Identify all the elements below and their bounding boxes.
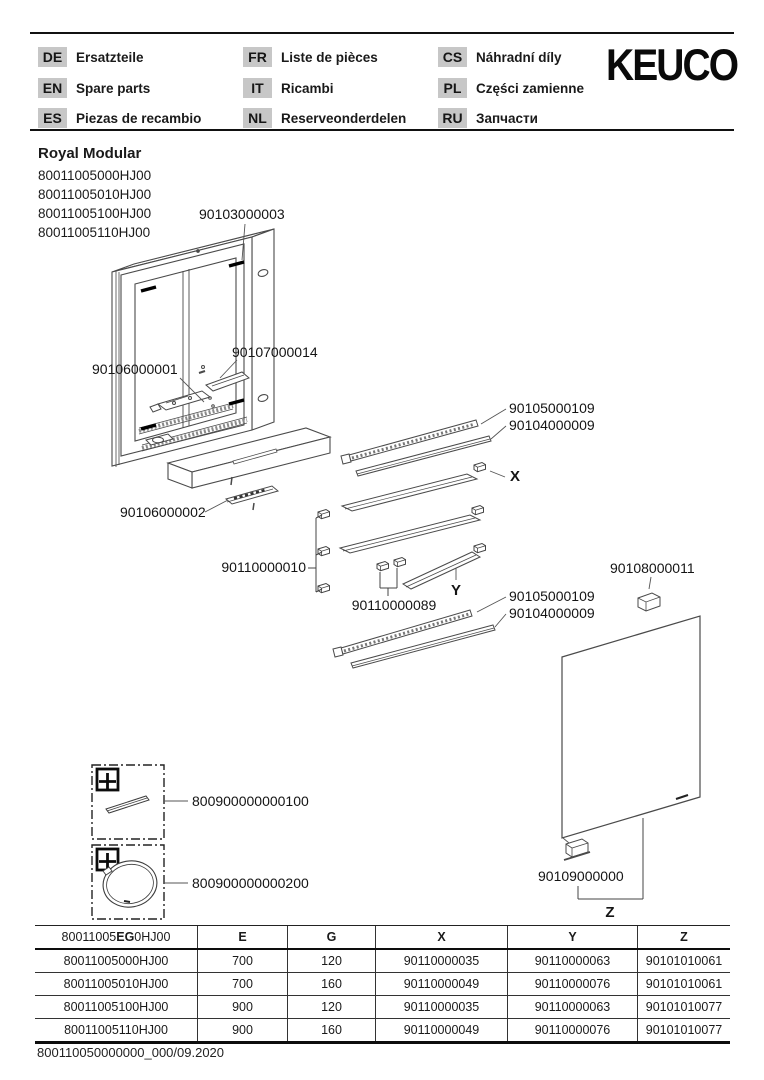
table-model-header (35, 926, 198, 948)
lang-badge: CS (438, 47, 467, 67)
model-variable: EG (116, 930, 135, 944)
lang-item-nl (243, 108, 406, 128)
table-row (35, 973, 730, 996)
label-bottom-rail: 90106000002 (120, 504, 206, 520)
mirror-panel (562, 616, 700, 838)
product-code: 80011005100HJ00 (38, 206, 152, 221)
mirror-clip-part (638, 593, 660, 611)
lang-item-pl (438, 78, 584, 98)
cell-x: 90110000035 (376, 996, 508, 1018)
label-led-profile-top: 90104000009 (509, 417, 595, 433)
lang-label: Spare parts (76, 80, 151, 96)
cell-g: 120 (288, 996, 376, 1018)
label-top-fitting: 90103000003 (199, 206, 285, 222)
cell-e: 700 (198, 950, 288, 972)
led-strip-top (341, 420, 491, 476)
lang-item-de (38, 47, 144, 67)
label-right-fitting: 90107000014 (232, 344, 318, 360)
page-title: Royal Modular (38, 145, 142, 162)
model-prefix: 80011005 (61, 930, 117, 944)
product-code: 80011005000HJ00 (38, 168, 152, 183)
accessory-box-1 (92, 765, 164, 839)
label-left-fitting: 90106000001 (92, 361, 178, 377)
lang-item-it (243, 78, 334, 98)
document-reference: 800110050000000_000/09.2020 (37, 1045, 225, 1060)
accessory-box-2 (92, 845, 164, 919)
lang-label: Ersatzteile (76, 49, 144, 65)
exploded-diagram (0, 195, 764, 925)
lang-badge: IT (243, 78, 272, 98)
model-suffix: 0HJ00 (134, 930, 171, 944)
col-header-e: E (198, 926, 288, 948)
lang-item-es (38, 108, 201, 128)
ref-x: X (510, 468, 521, 485)
ref-y: Y (450, 582, 462, 599)
cell-model: 80011005000HJ00 (35, 950, 198, 972)
led-strip-bottom (333, 610, 495, 668)
ref-z: Z (605, 904, 615, 921)
lang-item-ru (438, 108, 538, 128)
lang-badge: ES (38, 108, 67, 128)
header-bottom-rule (30, 129, 734, 131)
cell-g: 120 (288, 950, 376, 972)
cell-g: 160 (288, 973, 376, 995)
cell-model: 80011005110HJ00 (35, 1019, 198, 1041)
lang-label: Náhradní díly (476, 49, 562, 65)
top-rule (30, 32, 734, 34)
label-mirror-base-clip: 90109000000 (538, 868, 624, 884)
col-header-g: G (288, 926, 376, 948)
table-row (35, 996, 730, 1019)
cell-y: 90110000063 (508, 996, 638, 1018)
col-header-z: Z (680, 930, 688, 944)
lang-label: Ricambi (281, 80, 334, 96)
cell-z: 90101010077 (645, 1023, 723, 1037)
lang-item-en (38, 78, 150, 98)
table-row (35, 950, 730, 973)
label-shelf-clip-set: 90110000010 (221, 559, 306, 575)
table-row (35, 1019, 730, 1044)
lang-badge: PL (438, 78, 467, 98)
label-accessory-1: 800900000000100 (192, 793, 309, 809)
cell-z: 90101010061 (645, 977, 723, 991)
product-code: 80011005010HJ00 (38, 187, 152, 202)
cell-g: 160 (288, 1019, 376, 1041)
label-led-strip-top: 90105000109 (509, 400, 595, 416)
cell-z: 90101010077 (645, 1000, 723, 1014)
label-mirror-clip: 90108000011 (610, 560, 695, 576)
lang-badge: RU (438, 108, 467, 128)
lang-label: Reserveonderdelen (281, 110, 407, 126)
cell-y: 90110000076 (508, 1019, 638, 1041)
cell-model: 80011005010HJ00 (35, 973, 198, 995)
cell-x: 90110000049 (376, 1019, 508, 1041)
product-code: 80011005110HJ00 (38, 225, 151, 240)
glass-shelves (340, 474, 480, 589)
label-led-profile-bottom: 90104000009 (509, 605, 595, 621)
lang-label: Запчасти (476, 110, 538, 126)
lang-badge: EN (38, 78, 67, 98)
lang-label: Piezas de recambio (76, 110, 202, 126)
label-shelf-clip-pair: 90110000089 (351, 597, 437, 613)
cell-y: 90110000063 (508, 950, 638, 972)
cell-e: 900 (198, 996, 288, 1018)
lang-badge: FR (243, 47, 272, 67)
keuco-logo: KEUCO (606, 40, 738, 90)
lang-badge: DE (38, 47, 67, 67)
cell-model: 80011005100HJ00 (35, 996, 198, 1018)
lang-label: Części zamienne (476, 80, 585, 96)
bottom-rail-part (226, 486, 278, 504)
lang-badge: NL (243, 108, 272, 128)
lang-label: Liste de pièces (281, 49, 378, 65)
col-header-y: Y (508, 926, 638, 948)
col-header-x: X (376, 926, 508, 948)
variant-table (35, 925, 730, 1044)
label-led-strip-bottom: 90105000109 (509, 588, 595, 604)
cell-x: 90110000035 (376, 950, 508, 972)
lang-item-fr (243, 47, 378, 67)
table-header-row (35, 926, 730, 950)
cell-x: 90110000049 (376, 973, 508, 995)
cell-e: 700 (198, 973, 288, 995)
lang-item-cs (438, 47, 562, 67)
cell-y: 90110000076 (508, 973, 638, 995)
label-accessory-2: 800900000000200 (192, 875, 309, 891)
cell-z: 90101010061 (645, 954, 723, 968)
cell-e: 900 (198, 1019, 288, 1041)
